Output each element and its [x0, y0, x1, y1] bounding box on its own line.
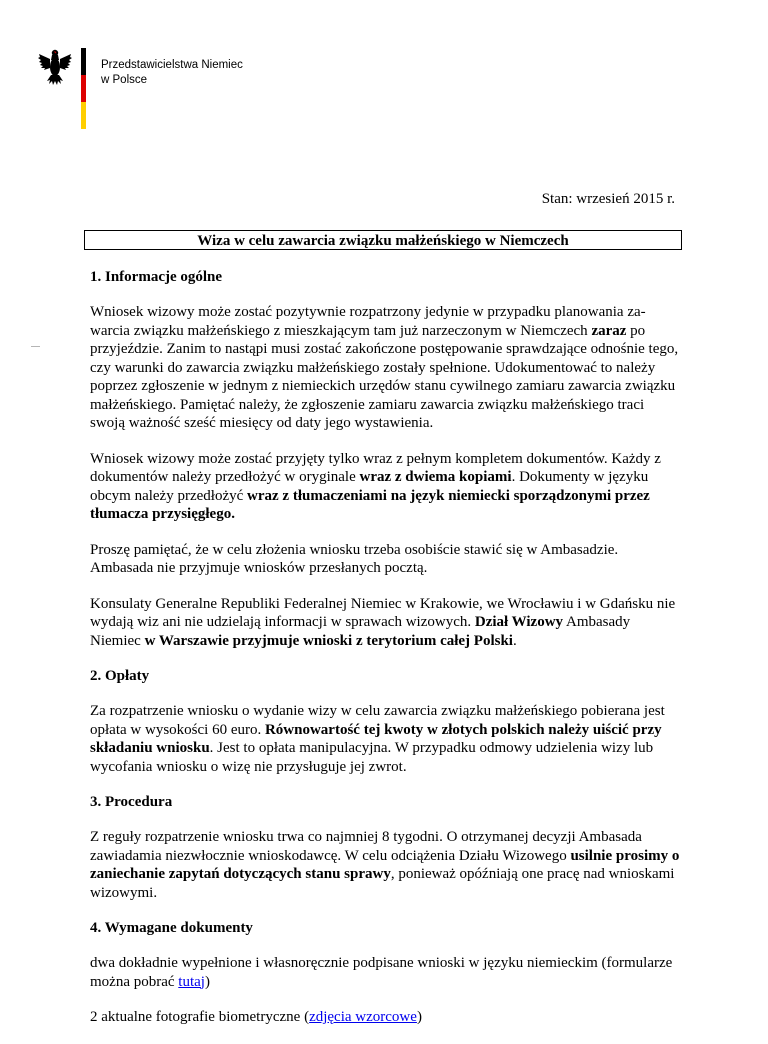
paragraph: Proszę pamiętać, że w celu złożenia wniosku trzeba osobiście stawić się w Ambasadzie. Ambasada nie przyjmuje wniosków przesłanych pocztą.	[90, 541, 619, 576]
section-heading: 3. Procedura	[90, 794, 173, 810]
eagle-icon	[38, 48, 72, 86]
text-run: Wniosek wizowy może zostać pozytywnie rozpatrzony jedynie w przypadku planowania zawarcia związku małżeńskiego z mieszkającym tam już narzeczonym w Niemczech	[90, 304, 646, 339]
bold-text: wraz z tłumaczeniami na język niemiecki sporządzonymi przez tłumacza przysięgłego.	[90, 487, 650, 522]
bold-text: Równowartość tej kwoty w złotych polskich należy uiścić przy składaniu wniosku	[90, 721, 662, 756]
paragraph	[90, 303, 680, 433]
document-title: Wiza w celu zawarcia związku małżeńskiego w Niemczech	[84, 230, 682, 250]
text-run: 2 aktualne fotografie biometryczne (	[90, 1009, 310, 1025]
organization-line-1: Przedstawicielstwa Niemiec	[101, 59, 243, 71]
text-run: )	[204, 973, 210, 990]
section-heading: 4. Wymagane dokumenty	[90, 920, 253, 936]
text-run: . Jest to opłata manipulacyjna. W przypadku odmowy udzielenia wizy lub wycofania wniosku o wizę nie przysługuje jej zwrot.	[90, 740, 654, 775]
section-heading: 2. Opłaty	[90, 668, 150, 684]
paragraph	[90, 595, 680, 651]
paragraph	[90, 450, 680, 524]
bold-text: Dział Wizowy	[474, 614, 564, 630]
flag-black-stripe	[81, 48, 86, 75]
text-run: Z reguły rozpatrzenie wniosku trwa co najmniej 8 tygodni. O otrzymanej decyzji Ambasada zawiadamia niezwłocznie wnioskodawcę. W celu odciążenia Działu Wizowego	[90, 829, 642, 864]
document-body	[90, 268, 680, 1044]
list-item	[90, 954, 680, 991]
sample-photos-link[interactable]: zdjęcia wzorcowe	[309, 1009, 417, 1025]
text-run: Za rozpatrzenie wniosku o wydanie wizy w celu zawarcia związku małżeńskiego pobierana jest opłata w wysokości 60 euro.	[90, 703, 665, 738]
document-date: Stan: wrzesień 2015 r.	[541, 191, 675, 207]
organization-line-2: w Polsce	[101, 74, 148, 86]
paragraph	[90, 702, 680, 776]
text-run: po przyjeździe. Zanim to nastąpi musi zostać zakończone postępowanie sprawdzające odnośnie tego, czy warunki do zawarcia związku małżeńskiego zostały spełnione. Udokumentować to należy poprzez zgłoszenie w jednym z niemieckich urzędów stanu cywilnego zamiaru zawarcia związku małżeńskiego. Pamiętać należy, że zgłoszenie zamiaru zawarcia związku małżeńskiego traci swoją ważność sześć miesięcy od daty jego wystawienia.	[90, 322, 679, 431]
list-item	[90, 1008, 680, 1027]
flag-red-stripe	[81, 75, 86, 102]
text-run: , ponieważ opóźniają one pracę nad wnioskami wizowymi.	[90, 866, 675, 901]
bold-text: zaraz	[591, 322, 627, 339]
bold-text: usilnie prosimy o zaniechanie zapytań dotyczących stanu sprawy	[90, 847, 680, 882]
text-run: dwa dokładnie wypełnione i własnoręcznie podpisane wnioski w języku niemieckim (formularze można pobrać	[90, 955, 673, 990]
text-run: Wniosek wizowy może zostać przyjęty tylko wraz z pełnym kompletem dokumentów. Każdy z dokumentów należy przedłożyć w oryginale	[90, 450, 661, 485]
bold-text: wraz z dwiema kopiami	[359, 469, 512, 485]
text-run: .	[512, 632, 517, 649]
paragraph	[90, 828, 680, 902]
flag-gold-stripe	[81, 102, 86, 129]
forms-download-link[interactable]: tutaj	[178, 973, 205, 990]
section-heading: 1. Informacje ogólne	[90, 269, 223, 285]
organization-name	[101, 58, 243, 88]
fold-mark	[31, 346, 40, 347]
text-run: Konsulaty Generalne Republiki Federalnej Niemiec w Krakowie, we Wrocławiu i w Gdańsku nie wydają wiz ani nie udzielają informacji w sprawach wizowych.	[90, 595, 676, 630]
text-run: )	[416, 1009, 422, 1025]
text-run: . Dokumenty w języku obcym należy przedłożyć	[90, 469, 649, 504]
bold-text: w Warszawie przyjmuje wnioski z terytorium całej Polski	[144, 632, 513, 649]
german-flag-bar	[81, 48, 86, 129]
text-run: Ambasady Niemiec	[90, 614, 631, 649]
